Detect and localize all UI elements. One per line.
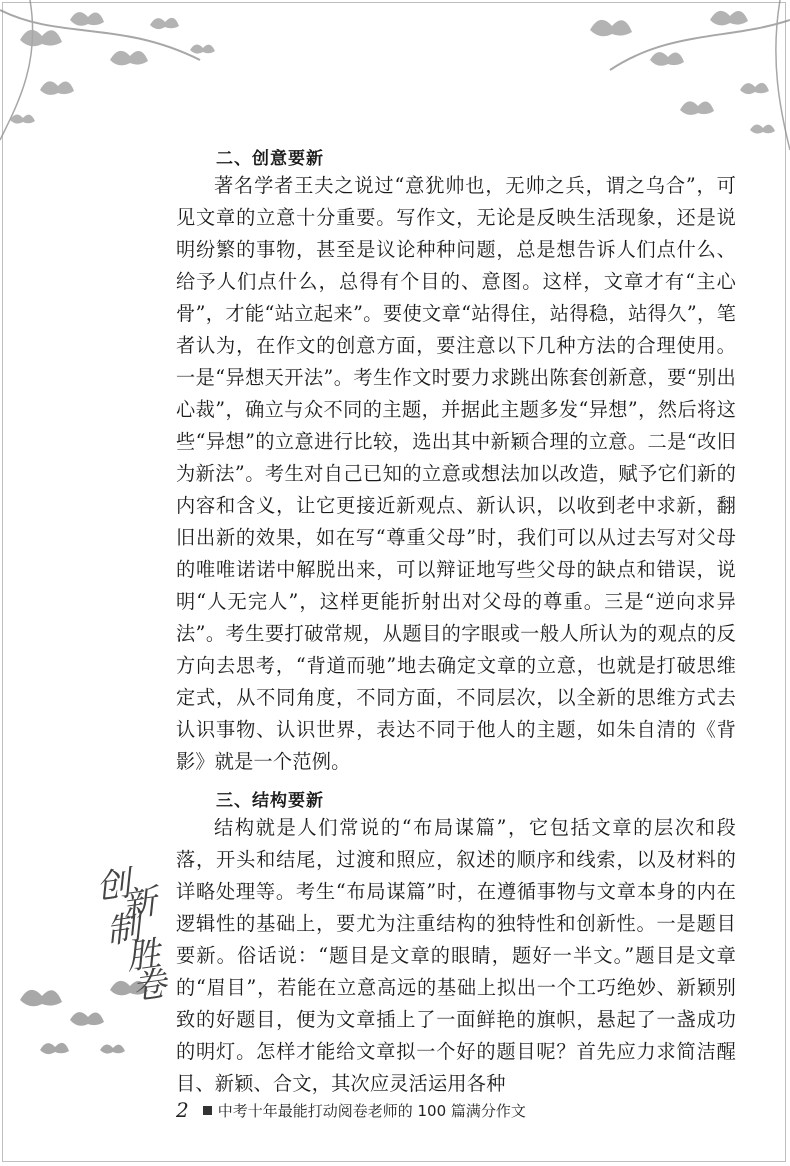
- section-heading-creativity: 二、创意要新: [216, 149, 324, 169]
- page-number: 2: [176, 1098, 189, 1122]
- paragraph-structure: 结构就是人们常说的“布局谋篇”，它包括文章的层次和段落，开头和结尾，过渡和照应，叙述的顺序和线索，以及材料的详略处理等。考生“布局谋篇”时，在遵循事物与文章本身的内在逻辑性的基础上，要尤为注重结构的独特性和创新性。一是题目要新。俗话说：“题目是文章的眼睛，题好一半文。”题目是文章的“眉目”，若能在立意高远的基础上拟出一个工巧绝妙、新颖别致的好题目，便为文章插上了一面鲜艳的旗帜，悬起了一盏成功的明灯。怎样才能给文章拟一个好的题目呢？首先应力求简洁醒目、新颖、合文，其次应灵活运用各种: [176, 816, 736, 1095]
- page-footer: [176, 1098, 526, 1122]
- calligraphy-char: 制: [103, 907, 144, 953]
- section-heading-structure: 三、结构要新: [216, 791, 324, 811]
- square-bullet-icon: [203, 1106, 212, 1115]
- paragraph-creativity: 著名学者王夫之说过“意犹帅也，无帅之兵，谓之乌合”，可见文章的立意十分重要。写作文，无论是反映生活现象，还是说明纷繁的事物，甚至是议论种种问题，总是想告诉人们点什么、给予人们点什么，总得有个目的、意图。这样，文章才有“主心骨”，才能“站立起来”。要使文章“站得住，站得稳，站得久”，笔者认为，在作文的创意方面，要注意以下几种方法的合理使用。一是“异想天开法”。考生作文时要力求跳出陈套创新意，要“别出心裁”，确立与众不同的主题，并据此主题多发“异想”，然后将这些“异想”的立意进行比较，选出其中新颖合理的立意。二是“改旧为新法”。考生对自己已知的立意或想法加以改造，赋予它们新的内容和含义，让它更接近新观点、新认识，以收到老中求新，翻旧出新的效果，如在写“尊重父母”时，我们可以从过去写对父母的唯唯诺诺中解脱出来，可以辩证地写些父母的缺点和错误，说明“人无完人”，这样更能折射出对父母的尊重。三是“逆向求异法”。考生要打破常规，从题目的字眼或一般人所认为的观点的反方向去思考，“背道而驰”地去确定文章的立意，也就是打破思维定式，从不同角度，不同方面，不同层次，以全新的思维方式去认识事物、认识世界，表达不同于他人的主题，如朱自清的《背影》就是一个范例。: [176, 174, 736, 773]
- book-title: 中考十年最能打动阅卷老师的 100 篇满分作文: [217, 1101, 526, 1120]
- butterfly-decoration-top-left-icon: [0, 0, 260, 150]
- side-calligraphy-title: [92, 858, 170, 1009]
- calligraphy-char: 卷: [129, 963, 170, 1009]
- calligraphy-char: 胜: [123, 933, 164, 979]
- calligraphy-char: 创: [93, 863, 134, 909]
- calligraphy-char: 新: [119, 881, 160, 927]
- butterfly-decoration-top-right-icon: [550, 0, 790, 160]
